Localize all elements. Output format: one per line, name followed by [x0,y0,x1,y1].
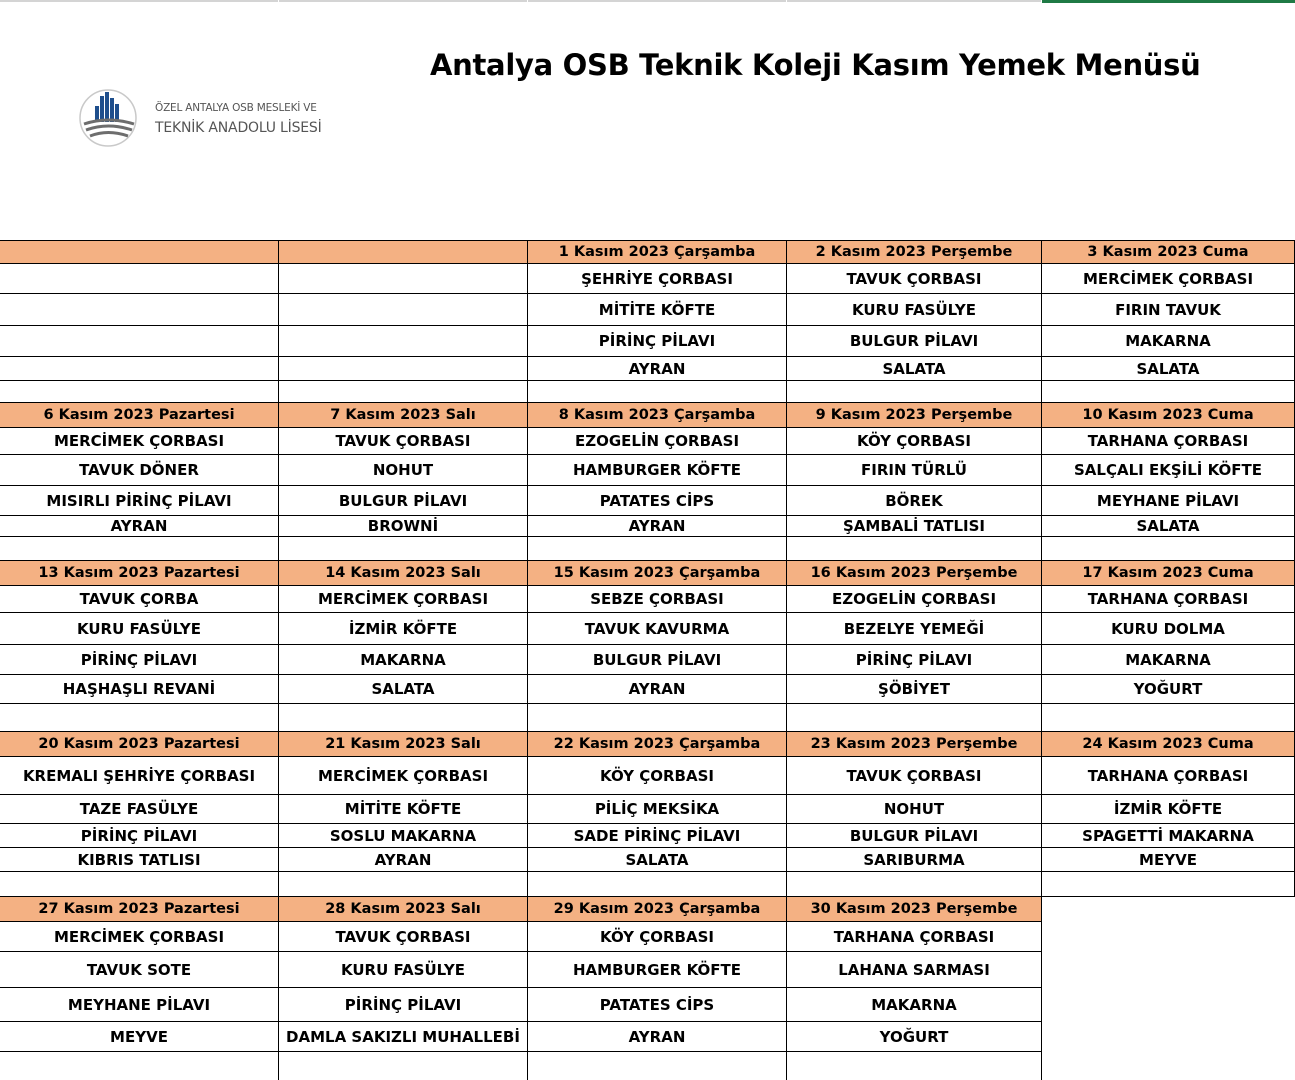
menu-item-cell[interactable]: BROWNİ [279,516,528,537]
menu-item-cell[interactable] [0,326,279,357]
menu-item-cell[interactable]: PİRİNÇ PİLAVI [279,988,528,1022]
spacer-cell[interactable] [279,704,528,732]
day-header-cell[interactable]: 13 Kasım 2023 Pazartesi [0,561,279,586]
menu-item-cell[interactable]: YOĞURT [1042,675,1295,704]
menu-item-cell[interactable]: KURU FASÜLYE [279,952,528,988]
menu-item-cell[interactable]: AYRAN [279,848,528,872]
menu-item-cell[interactable] [279,357,528,381]
menu-item-cell[interactable]: MERCİMEK ÇORBASI [279,586,528,613]
menu-item-cell[interactable]: NOHUT [787,795,1042,824]
day-header-cell[interactable] [0,240,279,264]
menu-item-cell[interactable] [279,326,528,357]
menu-item-cell[interactable] [0,264,279,294]
day-header-cell[interactable]: 23 Kasım 2023 Perşembe [787,732,1042,757]
menu-item-cell[interactable]: SEBZE ÇORBASI [528,586,787,613]
menu-item-cell[interactable]: PİLİÇ MEKSİKA [528,795,787,824]
column-divider [1041,922,1042,1080]
menu-item-cell[interactable]: MERCİMEK ÇORBASI [0,428,279,455]
menu-item-cell[interactable]: SALATA [1042,516,1295,537]
menu-item-cell[interactable]: BEZELYE YEMEĞİ [787,613,1042,645]
menu-item-cell[interactable]: TAVUK KAVURMA [528,613,787,645]
menu-item-cell[interactable]: TARHANA ÇORBASI [1042,586,1295,613]
menu-item-cell[interactable]: BULGUR PİLAVI [787,824,1042,848]
menu-item-cell[interactable]: SARIBURMA [787,848,1042,872]
menu-item-cell[interactable]: İZMİR KÖFTE [279,613,528,645]
menu-item-cell[interactable]: AYRAN [528,357,787,381]
menu-item-cell[interactable]: MAKARNA [1042,645,1295,675]
menu-item-cell[interactable]: MISIRLI PİRİNÇ PİLAVI [0,486,279,516]
menu-item-cell[interactable]: MAKARNA [279,645,528,675]
menu-item-cell[interactable]: KURU FASÜLYE [787,294,1042,326]
spacer-cell[interactable] [787,704,1042,732]
day-header-cell[interactable]: 27 Kasım 2023 Pazartesi [0,897,279,922]
menu-item-cell[interactable]: PİRİNÇ PİLAVI [528,326,787,357]
day-header-cell[interactable]: 22 Kasım 2023 Çarşamba [528,732,787,757]
menu-item-cell[interactable]: PATATES CİPS [528,486,787,516]
spacer-cell[interactable] [0,381,279,403]
menu-item-cell[interactable]: MEYHANE PİLAVI [0,988,279,1022]
spacer-cell[interactable] [787,1052,1042,1080]
menu-item-cell[interactable]: YOĞURT [787,1022,1042,1052]
spacer-cell[interactable] [0,1052,279,1080]
menu-item-cell[interactable]: KÖY ÇORBASI [528,757,787,795]
menu-item-cell[interactable]: ŞAMBALİ TATLISI [787,516,1042,537]
menu-item-cell[interactable]: SALATA [279,675,528,704]
menu-item-cell[interactable]: KIBRIS TATLISI [0,848,279,872]
menu-item-cell[interactable]: LAHANA SARMASI [787,952,1042,988]
menu-item-cell[interactable]: TAVUK SOTE [0,952,279,988]
menu-item-cell[interactable]: TARHANA ÇORBASI [787,922,1042,952]
spacer-cell[interactable] [787,872,1042,897]
menu-item-cell[interactable]: TAVUK ÇORBASI [787,757,1042,795]
menu-item-cell[interactable]: SALATA [528,848,787,872]
spacer-cell[interactable] [279,537,528,561]
spacer-cell[interactable] [528,1052,787,1080]
day-header-cell[interactable]: 6 Kasım 2023 Pazartesi [0,403,279,428]
day-header-cell[interactable]: 24 Kasım 2023 Cuma [1042,732,1295,757]
menu-item-cell[interactable]: TARHANA ÇORBASI [1042,428,1295,455]
menu-item-cell[interactable]: BULGUR PİLAVI [279,486,528,516]
menu-item-cell[interactable]: TAVUK ÇORBASI [787,264,1042,294]
menu-item-cell[interactable]: KREMALI ŞEHRİYE ÇORBASI [0,757,279,795]
menu-item-cell[interactable]: FIRIN TÜRLÜ [787,455,1042,486]
menu-item-cell[interactable]: MİTİTE KÖFTE [279,795,528,824]
spacer-cell[interactable] [787,381,1042,403]
menu-item-cell[interactable]: KÖY ÇORBASI [528,922,787,952]
menu-item-cell[interactable]: SALÇALI EKŞİLİ KÖFTE [1042,455,1295,486]
spacer-cell[interactable] [279,1052,528,1080]
menu-item-cell[interactable] [0,294,279,326]
menu-item-cell[interactable]: TAVUK DÖNER [0,455,279,486]
day-header-cell[interactable]: 21 Kasım 2023 Salı [279,732,528,757]
logo-text-line1: ÖZEL ANTALYA OSB MESLEKİ VE [155,102,317,114]
menu-item-cell[interactable]: HAŞHAŞLI REVANİ [0,675,279,704]
menu-item-cell[interactable]: TAVUK ÇORBASI [279,428,528,455]
menu-item-cell[interactable]: EZOGELİN ÇORBASI [787,586,1042,613]
day-header-cell[interactable]: 10 Kasım 2023 Cuma [1042,403,1295,428]
menu-item-cell[interactable]: MAKARNA [787,988,1042,1022]
menu-item-cell[interactable]: TAVUK ÇORBASI [279,922,528,952]
spacer-cell[interactable] [279,381,528,403]
menu-item-cell[interactable]: MERCİMEK ÇORBASI [0,922,279,952]
menu-item-cell[interactable]: KÖY ÇORBASI [787,428,1042,455]
menu-item-cell[interactable]: PİRİNÇ PİLAVI [0,824,279,848]
page-title: Antalya OSB Teknik Koleji Kasım Yemek Menüsü [430,48,1201,82]
menu-item-cell[interactable] [0,357,279,381]
menu-item-cell[interactable]: EZOGELİN ÇORBASI [528,428,787,455]
menu-item-cell[interactable]: PİRİNÇ PİLAVI [0,645,279,675]
day-header-cell[interactable]: 30 Kasım 2023 Perşembe [787,897,1042,922]
menu-item-cell[interactable]: SALATA [787,357,1042,381]
day-header-cell[interactable]: 28 Kasım 2023 Salı [279,897,528,922]
menu-item-cell[interactable]: AYRAN [528,1022,787,1052]
day-header-cell[interactable]: 14 Kasım 2023 Salı [279,561,528,586]
day-header-cell[interactable]: 15 Kasım 2023 Çarşamba [528,561,787,586]
menu-item-cell[interactable]: MEYVE [0,1022,279,1052]
menu-item-cell[interactable] [279,294,528,326]
logo-text-line2: TEKNİK ANADOLU LİSESİ [155,120,322,136]
day-header-cell[interactable]: 9 Kasım 2023 Perşembe [787,403,1042,428]
menu-item-cell[interactable]: BULGUR PİLAVI [787,326,1042,357]
spacer-cell[interactable] [0,872,279,897]
spacer-cell[interactable] [0,537,279,561]
menu-item-cell[interactable]: PATATES CİPS [528,988,787,1022]
menu-item-cell[interactable]: BÖREK [787,486,1042,516]
spacer-cell[interactable] [1042,872,1295,897]
day-header-cell[interactable]: 29 Kasım 2023 Çarşamba [528,897,787,922]
spacer-cell[interactable] [528,381,787,403]
menu-item-cell[interactable]: SALATA [1042,357,1295,381]
spacer-cell[interactable] [279,872,528,897]
day-header-cell[interactable]: 16 Kasım 2023 Perşembe [787,561,1042,586]
menu-item-cell[interactable]: SADE PİRİNÇ PİLAVI [528,824,787,848]
menu-item-cell[interactable]: MERCİMEK ÇORBASI [1042,264,1295,294]
spacer-cell[interactable] [1042,704,1295,732]
menu-item-cell[interactable]: MAKARNA [1042,326,1295,357]
menu-item-cell[interactable]: TAZE FASÜLYE [0,795,279,824]
menu-item-cell[interactable]: ŞÖBİYET [787,675,1042,704]
day-header-cell[interactable]: 20 Kasım 2023 Pazartesi [0,732,279,757]
menu-item-cell[interactable] [279,264,528,294]
day-header-cell[interactable] [279,240,528,264]
day-header-cell[interactable]: 2 Kasım 2023 Perşembe [787,240,1042,264]
menu-item-cell[interactable]: HAMBURGER KÖFTE [528,455,787,486]
spacer-cell[interactable] [528,872,787,897]
spacer-cell[interactable] [1042,381,1295,403]
menu-item-cell[interactable]: NOHUT [279,455,528,486]
menu-item-cell[interactable]: AYRAN [0,516,279,537]
menu-item-cell[interactable]: AYRAN [528,516,787,537]
menu-item-cell[interactable]: ŞEHRİYE ÇORBASI [528,264,787,294]
menu-item-cell[interactable]: HAMBURGER KÖFTE [528,952,787,988]
menu-item-cell[interactable]: AYRAN [528,675,787,704]
menu-item-cell[interactable]: KURU FASÜLYE [0,613,279,645]
menu-item-cell[interactable]: SOSLU MAKARNA [279,824,528,848]
menu-item-cell[interactable]: SPAGETTİ MAKARNA [1042,824,1295,848]
day-header-cell[interactable]: 3 Kasım 2023 Cuma [1042,240,1295,264]
spacer-cell[interactable] [528,537,787,561]
day-header-cell[interactable]: 8 Kasım 2023 Çarşamba [528,403,787,428]
menu-item-cell[interactable]: İZMİR KÖFTE [1042,795,1295,824]
menu-item-cell[interactable]: TAVUK ÇORBA [0,586,279,613]
day-header-cell[interactable]: 7 Kasım 2023 Salı [279,403,528,428]
menu-item-cell[interactable]: BULGUR PİLAVI [528,645,787,675]
menu-item-cell[interactable]: KURU DOLMA [1042,613,1295,645]
menu-item-cell[interactable]: PİRİNÇ PİLAVI [787,645,1042,675]
spacer-cell[interactable] [0,704,279,732]
menu-item-cell[interactable]: MERCİMEK ÇORBASI [279,757,528,795]
spacer-cell[interactable] [528,704,787,732]
spacer-cell[interactable] [787,537,1042,561]
menu-item-cell[interactable]: MEYHANE PİLAVI [1042,486,1295,516]
menu-item-cell[interactable]: MEYVE [1042,848,1295,872]
menu-item-cell[interactable]: DAMLA SAKIZLI MUHALLEBİ [279,1022,528,1052]
menu-item-cell[interactable]: FIRIN TAVUK [1042,294,1295,326]
menu-item-cell[interactable]: MİTİTE KÖFTE [528,294,787,326]
menu-item-cell[interactable]: TARHANA ÇORBASI [1042,757,1295,795]
day-header-cell[interactable]: 17 Kasım 2023 Cuma [1042,561,1295,586]
day-header-cell[interactable]: 1 Kasım 2023 Çarşamba [528,240,787,264]
spacer-cell[interactable] [1042,537,1295,561]
